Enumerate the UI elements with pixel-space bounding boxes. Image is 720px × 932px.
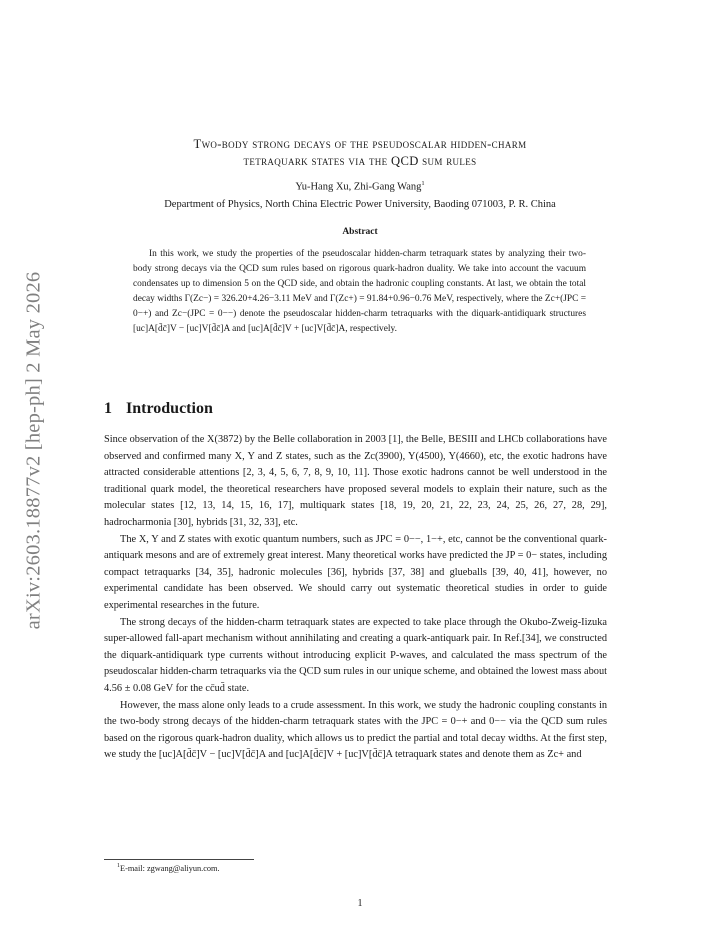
page-number: 1 <box>357 898 363 909</box>
author-names: Yu-Hang Xu, Zhi-Gang Wang <box>295 181 422 193</box>
title-line-2: tetraquark states via the QCD sum rules <box>243 154 477 168</box>
abstract-heading: Abstract <box>342 227 378 237</box>
arxiv-identifier: arXiv:2603.18877v2 [hep-ph] 2 May 2026 <box>22 271 45 629</box>
paragraph-1: Since observation of the X(3872) by the Belle collaboration in 2003 [1], the Belle, BESIII and LHCb collaborations have observed and confirmed many X, Y and Z states, such as the Zc(3900), Y(4500), Y(4660), etc, the exotic hadrons have attracted considerable attentions [2, 3, 4, 5, 6, 7, 8, 9, 10, 11]. Those exotic hadrons cannot be well understood in the traditional quark model, the theoretical researchers have proposed several models to explain their nature, such as the molecular states [12, 13, 14, 15, 16, 17], multiquark states [18, 19, 20, 21, 22, 23, 24, 25, 26, 27, 28, 29], hadrocharmonia [30], hybrids [31, 32, 33], etc. <box>104 434 607 528</box>
authors <box>100 180 620 193</box>
footnote <box>117 863 220 873</box>
paragraph-4: However, the mass alone only leads to a crude assessment. In this work, we study the hadronic coupling constants in the two-body strong decays of the hidden-charm tetraquark states with the JPC = 0−+ and 0−− via the QCD sum rules based on the rigorous quark-hadron duality, which allows us to predict the partial and total decay widths. At the first step, we study the [uc]A[d̄c̄]V − [uc]V[d̄c̄]A and [uc]A[d̄c̄]V + [uc]V[d̄c̄]A tetraquark states and denote them as Zc+ and <box>104 699 607 761</box>
paragraph-3: The strong decays of the hidden-charm tetraquark states are expected to take place through the Okubo-Zweig-Iizuka super-allowed fall-apart mechanism without annihilating and creating a quark-antiquark pair. In Ref.[34], we constructed the diquark-antidiquark type currents without introducing explicit P-waves, and calculated the mass spectrum of the pseudoscalar hidden-charm tetraquarks via the QCD sum rules in our unique scheme, and obtained the lowest mass about 4.56 ± 0.08 GeV for the cc̄ud̄ state. <box>104 616 607 694</box>
footnote-text: E-mail: zgwang@aliyun.com. <box>120 863 220 873</box>
author-footnote-mark: 1 <box>421 180 425 187</box>
section-heading <box>104 400 213 418</box>
abstract-text: In this work, we study the properties of the pseudoscalar hidden-charm tetraquark states by analyzing their two-body strong decays via the QCD sum rules based on rigorous quark-hadron duality. We take into account the vacuum condensates up to dimension 5 on the QCD side, and obtain the hadronic coupling constants. At last, we obtain the total decay widths Γ(Zc−) = 326.20+4.26−3.11 MeV and Γ(Zc+) = 91.84+0.96−0.76 MeV, respectively, where the Zc+(JPC = 0−+) and Zc−(JPC = 0−−) denote the pseudoscalar hidden-charm tetraquarks with the diquark-antidiquark structures [uc]A[d̄c̄]V − [uc]V[d̄c̄]A and [uc]A[d̄c̄]V + [uc]V[d̄c̄]A, respectively. <box>133 249 586 334</box>
paragraph-2: The X, Y and Z states with exotic quantum numbers, such as JPC = 0−−, 1−+, etc, cannot be the conventional quark-antiquark mesons and are of extremely great interest. Many theoretical works have predicted the JP = 0− states, including compact tetraquarks [34, 35], hadronic molecules [36], hybrids [37, 38] and glueballs [39, 40, 41], however, no experimental candidate has been observed. We should carry out systematic theoretical studies in order to guide experimental researches in the future. <box>104 533 607 611</box>
affiliation: Department of Physics, North China Electric Power University, Baoding 071003, P. R. China <box>164 199 556 210</box>
section-number: 1 <box>104 400 112 417</box>
section-body <box>104 432 607 764</box>
title-line-1: Two-body strong decays of the pseudoscalar hidden-charm <box>193 137 527 151</box>
section-title: Introduction <box>126 400 213 417</box>
paper-title <box>100 136 620 170</box>
footnote-rule <box>104 859 254 860</box>
footnote-mark: 1 <box>117 863 120 869</box>
